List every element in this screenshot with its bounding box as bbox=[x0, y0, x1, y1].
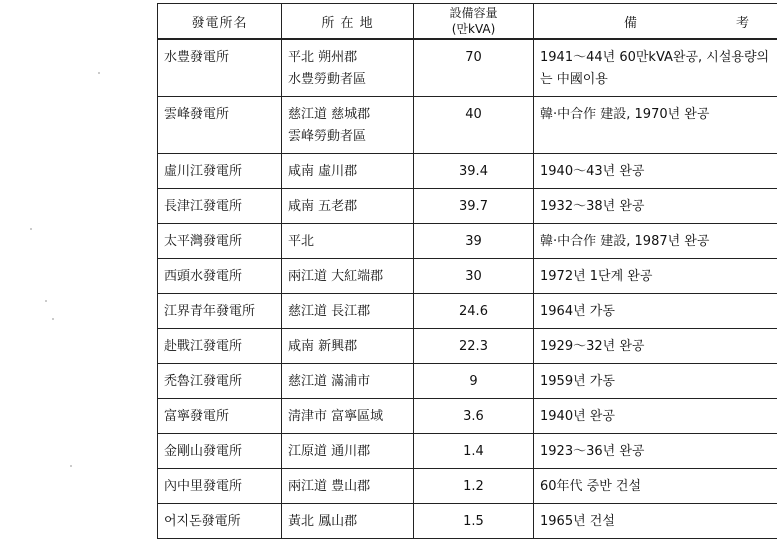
cell-capacity-text: 1.2 bbox=[463, 478, 484, 494]
cell-remarks-text: 1959년 가동 bbox=[540, 373, 615, 389]
cell-capacity-text: 1.4 bbox=[463, 443, 484, 459]
cell-capacity-text: 40 bbox=[465, 106, 482, 122]
table-row bbox=[158, 468, 777, 503]
cell-remarks bbox=[534, 468, 777, 503]
cell-plant-name-text: 富寧發電所 bbox=[164, 408, 230, 424]
cell-remarks-text: 1940년 완공 bbox=[540, 408, 615, 424]
table-row bbox=[158, 223, 777, 258]
cell-plant-name-text: 水豊發電所 bbox=[164, 50, 230, 65]
cell-remarks bbox=[534, 96, 777, 153]
cell-capacity-text: 22.3 bbox=[459, 338, 488, 354]
table-row bbox=[158, 503, 777, 538]
cell-location bbox=[282, 96, 414, 153]
cell-location-text: 江原道 通川郡 bbox=[288, 443, 371, 459]
cell-plant-name bbox=[158, 293, 282, 328]
cell-capacity-text: 39.7 bbox=[459, 198, 488, 214]
cell-remarks-text: 韓·中合作 建設, 1987년 완공 bbox=[540, 233, 710, 249]
cell-location-line2: 雲峰勞動者區 bbox=[288, 128, 367, 144]
table-row bbox=[158, 39, 777, 96]
cell-capacity bbox=[414, 39, 534, 96]
cell-plant-name bbox=[158, 39, 282, 96]
cell-capacity bbox=[414, 468, 534, 503]
table-row bbox=[158, 293, 777, 328]
cell-remarks-text: 1929～32년 완공 bbox=[540, 338, 645, 354]
table-row bbox=[158, 398, 777, 433]
table-row bbox=[158, 363, 777, 398]
cell-plant-name-text: 西頭水發電所 bbox=[164, 268, 243, 284]
cell-remarks-text: 韓·中合作 建設, 1970년 완공 bbox=[540, 106, 710, 122]
table-row bbox=[158, 153, 777, 188]
cell-location-text: 慈江道 慈城郡 bbox=[288, 106, 371, 122]
cell-plant-name bbox=[158, 328, 282, 363]
cell-remarks bbox=[534, 433, 777, 468]
cell-plant-name bbox=[158, 363, 282, 398]
cell-location bbox=[282, 258, 414, 293]
cell-location bbox=[282, 468, 414, 503]
cell-remarks bbox=[534, 398, 777, 433]
cell-plant-name-text: 赴戰江發電所 bbox=[164, 338, 243, 354]
cell-plant-name-text: 金剛山發電所 bbox=[164, 443, 243, 459]
cell-remarks-text: 1972년 1단계 완공 bbox=[540, 268, 653, 284]
table-row bbox=[158, 96, 777, 153]
cell-location-text: 黃北 鳳山郡 bbox=[288, 513, 358, 529]
cell-remarks bbox=[534, 258, 777, 293]
cell-capacity-text: 30 bbox=[465, 268, 482, 284]
cell-remarks bbox=[534, 153, 777, 188]
table-row bbox=[158, 188, 777, 223]
cell-plant-name-text: 太平灣發電所 bbox=[164, 233, 243, 249]
header-remarks-a: 備 bbox=[624, 15, 639, 31]
cell-capacity bbox=[414, 153, 534, 188]
cell-location-text: 淸津市 富寧區域 bbox=[288, 408, 384, 424]
cell-location bbox=[282, 293, 414, 328]
cell-location bbox=[282, 328, 414, 363]
table-row bbox=[158, 258, 777, 293]
cell-remarks-text: 1965년 건설 bbox=[540, 513, 615, 529]
header-remarks bbox=[534, 4, 777, 40]
cell-remarks-text: 1932～38년 완공 bbox=[540, 198, 645, 214]
cell-capacity bbox=[414, 258, 534, 293]
cell-plant-name-text: 禿魯江發電所 bbox=[164, 373, 243, 389]
cell-capacity bbox=[414, 328, 534, 363]
cell-capacity-text: 39 bbox=[465, 233, 482, 249]
cell-remarks bbox=[534, 328, 777, 363]
header-capacity-unit: (만kVA) bbox=[451, 22, 496, 36]
cell-plant-name bbox=[158, 433, 282, 468]
cell-plant-name bbox=[158, 258, 282, 293]
header-row bbox=[158, 4, 777, 40]
cell-capacity-text: 70 bbox=[465, 50, 482, 65]
cell-plant-name bbox=[158, 188, 282, 223]
cell-remarks-text: 1940～43년 완공 bbox=[540, 163, 645, 179]
cell-plant-name bbox=[158, 153, 282, 188]
cell-location-text: 平北 朔州郡 bbox=[288, 50, 358, 65]
cell-plant-name-text: 內中里發電所 bbox=[164, 478, 243, 494]
cell-location-text: 兩江道 大紅端郡 bbox=[288, 268, 384, 284]
cell-capacity-text: 24.6 bbox=[459, 303, 488, 319]
cell-remarks-text: 1923～36년 완공 bbox=[540, 443, 645, 459]
cell-capacity bbox=[414, 363, 534, 398]
power-plant-table bbox=[157, 3, 777, 539]
cell-plant-name-text: 江界青年發電所 bbox=[164, 303, 256, 319]
cell-remarks-text: 1964년 가동 bbox=[540, 303, 615, 319]
cell-capacity bbox=[414, 398, 534, 433]
cell-remarks-line2: 는 中國이용 bbox=[540, 72, 608, 87]
cell-location bbox=[282, 153, 414, 188]
cell-location bbox=[282, 363, 414, 398]
cell-remarks bbox=[534, 503, 777, 538]
cell-location-text: 咸南 虛川郡 bbox=[288, 163, 358, 179]
cell-remarks bbox=[534, 223, 777, 258]
cell-location bbox=[282, 223, 414, 258]
cell-location bbox=[282, 503, 414, 538]
cell-remarks bbox=[534, 39, 777, 96]
cell-plant-name-text: 虛川江發電所 bbox=[164, 163, 243, 179]
cell-capacity-text: 3.6 bbox=[463, 408, 484, 424]
cell-plant-name-text: 雲峰發電所 bbox=[164, 106, 230, 122]
cell-remarks-text: 1941～44년 60만kVA완공, 시설용량의 bbox=[540, 50, 770, 65]
header-location: 所 在 地 bbox=[282, 4, 414, 40]
cell-plant-name bbox=[158, 398, 282, 433]
cell-capacity bbox=[414, 503, 534, 538]
cell-plant-name-text: 長津江發電所 bbox=[164, 198, 243, 214]
header-plant-name: 發電所名 bbox=[158, 4, 282, 40]
table-row bbox=[158, 328, 777, 363]
cell-plant-name bbox=[158, 223, 282, 258]
cell-capacity-text: 39.4 bbox=[459, 163, 488, 179]
cell-capacity bbox=[414, 433, 534, 468]
cell-plant-name bbox=[158, 503, 282, 538]
cell-remarks bbox=[534, 188, 777, 223]
header-remarks-b: 考 bbox=[736, 15, 751, 31]
cell-location-line2: 水豊勞動者區 bbox=[288, 72, 367, 87]
cell-location-text: 兩江道 豊山郡 bbox=[288, 478, 371, 494]
cell-capacity bbox=[414, 223, 534, 258]
cell-capacity-text: 9 bbox=[469, 373, 478, 389]
table-row bbox=[158, 433, 777, 468]
cell-capacity bbox=[414, 96, 534, 153]
cell-capacity bbox=[414, 188, 534, 223]
cell-remarks bbox=[534, 363, 777, 398]
header-capacity-title: 設備容量 bbox=[449, 6, 498, 20]
cell-plant-name bbox=[158, 468, 282, 503]
cell-remarks-text: 60年代 중반 건설 bbox=[540, 478, 642, 494]
cell-location bbox=[282, 188, 414, 223]
cell-location bbox=[282, 433, 414, 468]
header-capacity bbox=[414, 4, 534, 40]
cell-capacity-text: 1.5 bbox=[463, 513, 484, 529]
cell-location-text: 慈江道 滿浦市 bbox=[288, 373, 371, 389]
cell-location-text: 咸南 五老郡 bbox=[288, 198, 358, 214]
cell-remarks bbox=[534, 293, 777, 328]
cell-location bbox=[282, 39, 414, 96]
cell-location-text: 咸南 新興郡 bbox=[288, 338, 358, 354]
cell-location-text: 慈江道 長江郡 bbox=[288, 303, 371, 319]
cell-plant-name bbox=[158, 96, 282, 153]
cell-location bbox=[282, 398, 414, 433]
cell-capacity bbox=[414, 293, 534, 328]
cell-plant-name-text: 어지돈發電所 bbox=[164, 513, 241, 529]
cell-location-text: 平北 bbox=[288, 233, 315, 249]
